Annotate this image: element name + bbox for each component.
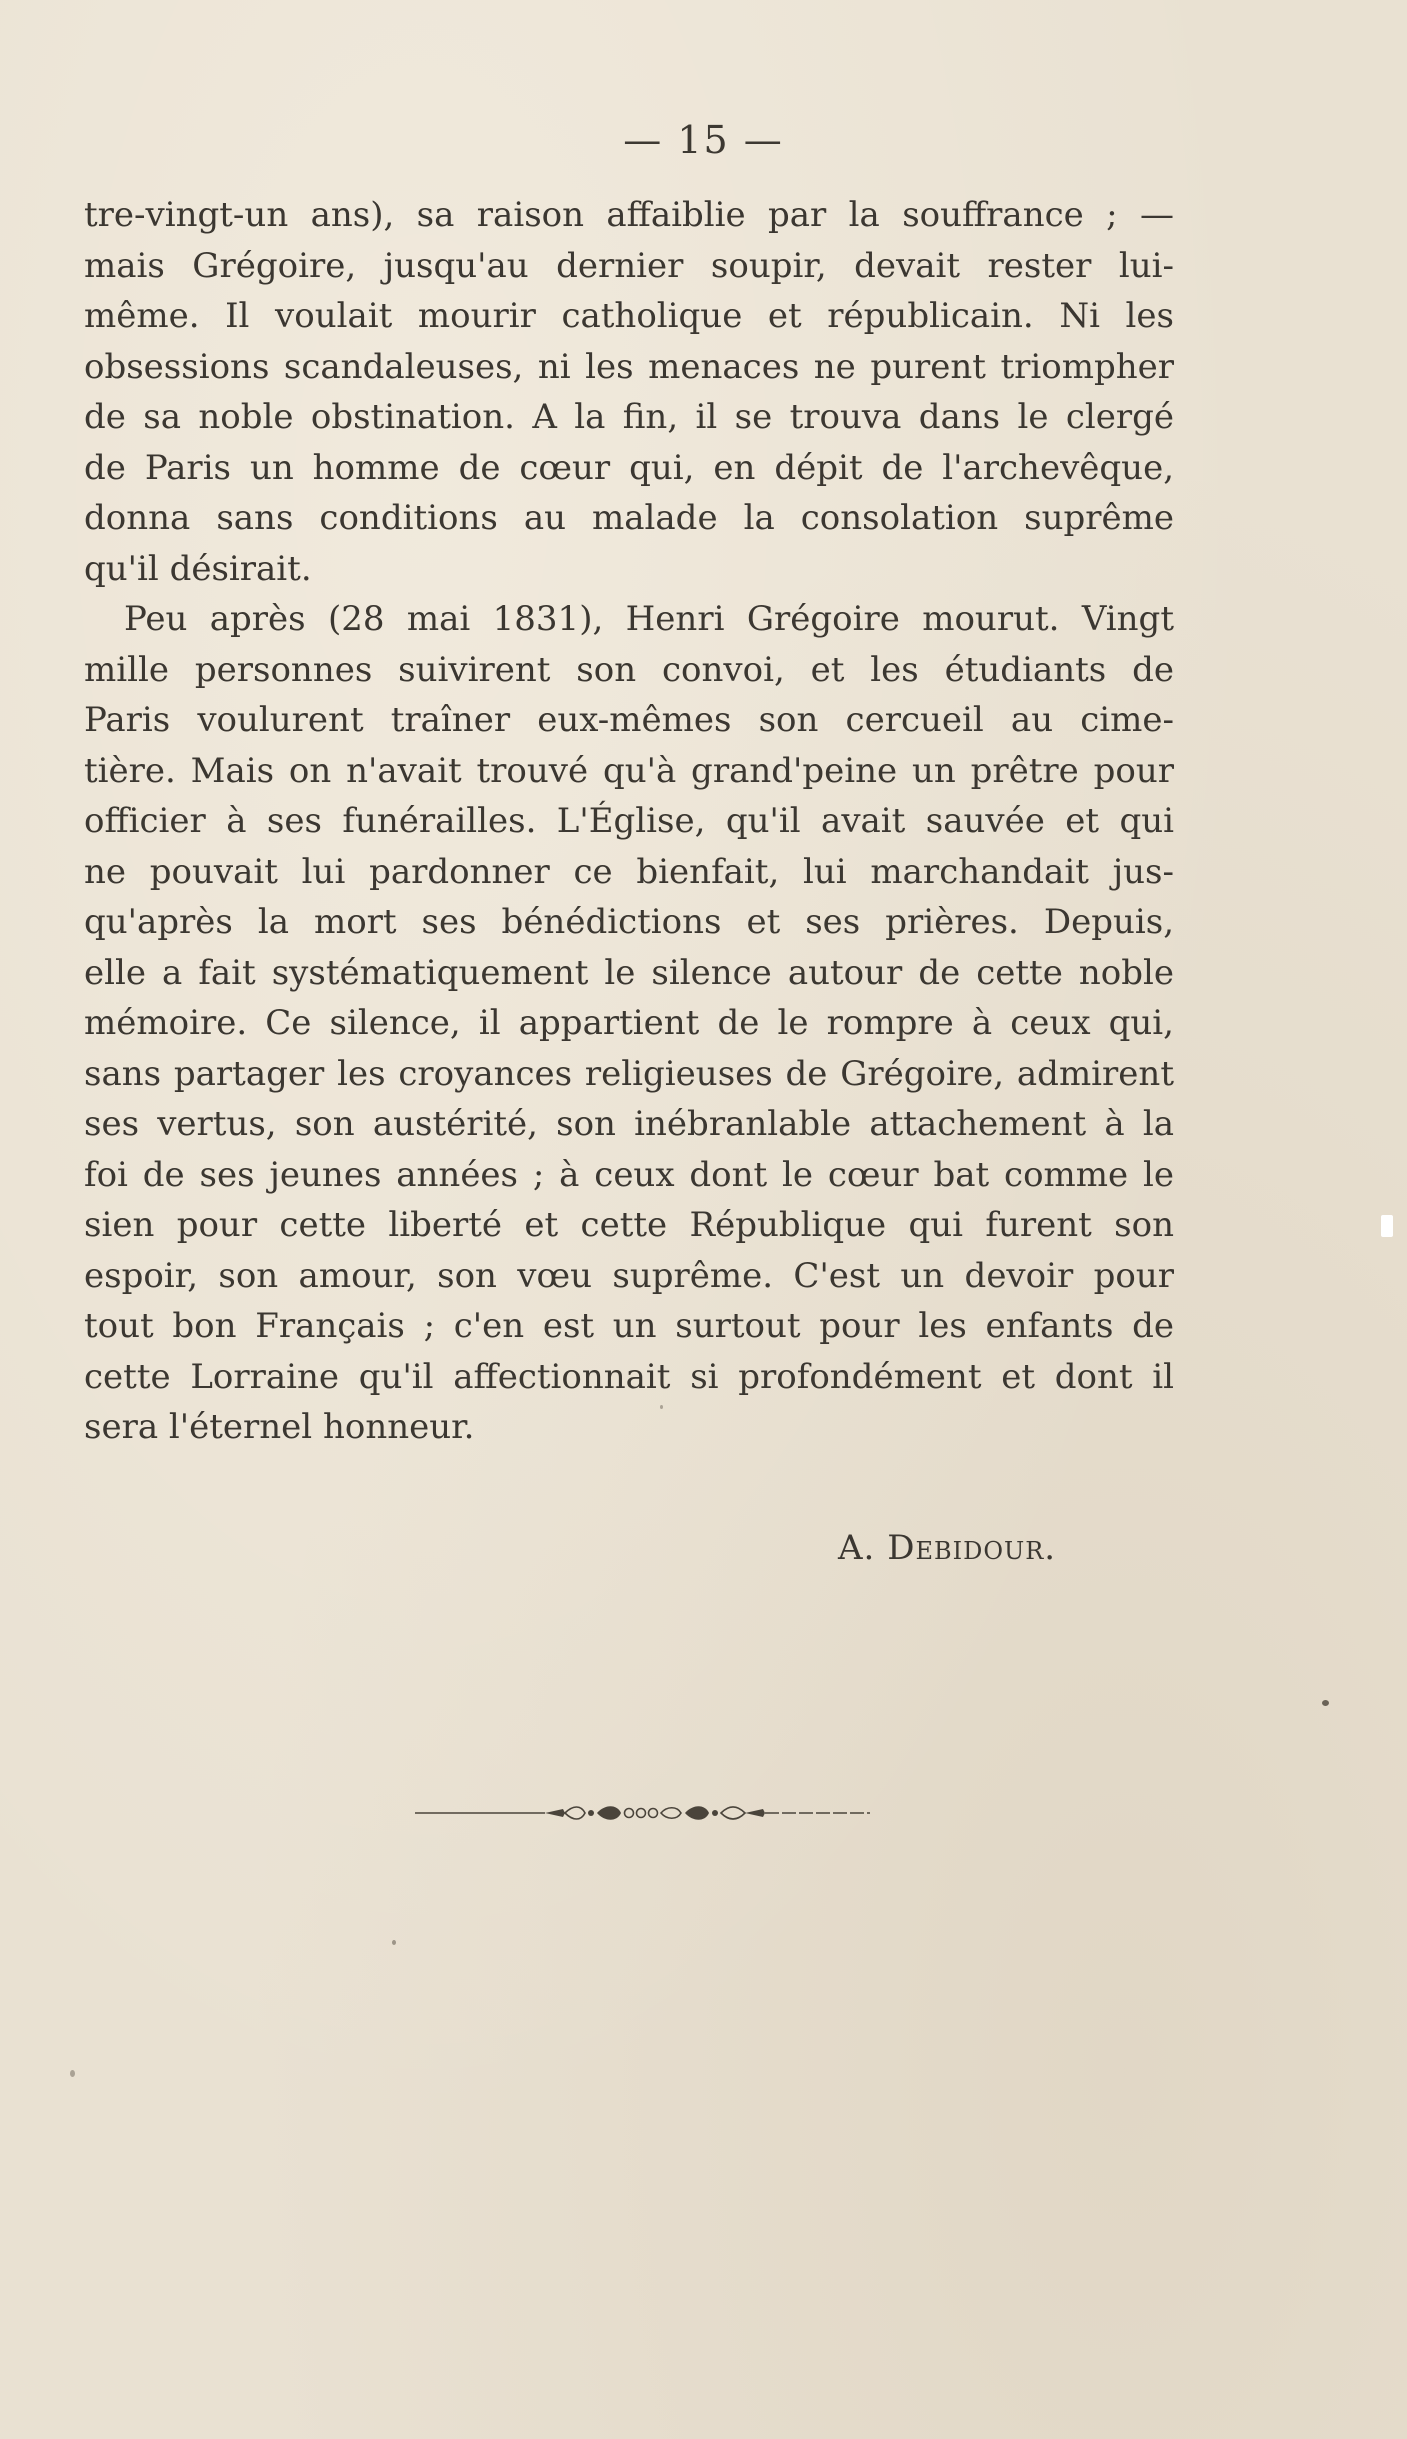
- text-line: espoir, son amour, son vœu suprême. C'est un devoir pour: [84, 1255, 1174, 1296]
- text-line: mémoire. Ce silence, il appartient de le rompre à ceux qui,: [84, 1003, 1174, 1043]
- author-signature: [838, 1528, 1056, 1568]
- text-line: ses vertus, son austérité, son inébranlable attachement à la: [84, 1104, 1174, 1144]
- text-line: tout bon Français ; c'en est un surtout pour les enfants de: [84, 1306, 1174, 1346]
- paragraph-2: [84, 594, 1174, 1453]
- text-line: foi de ses jeunes années ; à ceux dont le cœur bat comme le: [84, 1154, 1174, 1195]
- author-surname: Debidour.: [887, 1528, 1057, 1568]
- text-line: qu'après la mort ses bénédictions et ses prières. Depuis,: [84, 902, 1174, 942]
- text-line: même. Il voulait mourir catholique et républicain. Ni les: [84, 296, 1174, 336]
- text-line: Paris voulurent traîner eux-mêmes son cercueil au cime-: [84, 700, 1174, 740]
- text-line: Peu après (28 mai 1831), Henri Grégoire mourut. Vingt: [124, 599, 1174, 639]
- fleuron-rule-icon: [415, 1800, 870, 1826]
- text-line: tre-vingt-un ans), sa raison affaiblie par la souffrance ; —: [84, 195, 1174, 235]
- text-line: obsessions scandaleuses, ni les menaces ne purent triompher: [84, 346, 1174, 387]
- page-number: — 15 —: [623, 118, 784, 162]
- paragraph-1: [84, 190, 1174, 594]
- text-line: de Paris un homme de cœur qui, en dépit de l'archevêque,: [84, 447, 1174, 488]
- paper-speck: [392, 1940, 396, 1945]
- text-line: cette Lorraine qu'il affectionnait si profondément et dont il: [84, 1356, 1174, 1397]
- text-line: elle a fait systématiquement le silence autour de cette noble: [84, 952, 1174, 993]
- text-line: mais Grégoire, jusqu'au dernier soupir, devait rester lui-: [84, 245, 1174, 286]
- body-text: [84, 190, 1174, 1453]
- text-line: tière. Mais on n'avait trouvé qu'à grand'peine un prêtre pour: [84, 750, 1174, 791]
- text-line: sans partager les croyances religieuses de Grégoire, admirent: [84, 1053, 1174, 1094]
- text-line: sera l'éternel honneur.: [84, 1407, 475, 1447]
- text-line: qu'il désirait.: [84, 548, 312, 589]
- text-line: ne pouvait lui pardonner ce bienfait, lui marchandait jus-: [84, 851, 1174, 892]
- text-line: mille personnes suivirent son convoi, et les étudiants de: [84, 649, 1174, 690]
- text-line: de sa noble obstination. A la fin, il se trouva dans le clergé: [84, 397, 1174, 437]
- text-line: officier à ses funérailles. L'Église, qu'il avait sauvée et qui: [84, 801, 1174, 841]
- paper-tear: [1381, 1215, 1393, 1237]
- text-line: sien pour cette liberté et cette République qui furent son: [84, 1205, 1174, 1245]
- paper-speck: [660, 1405, 663, 1409]
- text-line: donna sans conditions au malade la consolation suprême: [84, 498, 1174, 538]
- paper-speck: [1322, 1700, 1329, 1706]
- paper-speck: [70, 2070, 75, 2077]
- author-initial: A.: [838, 1528, 876, 1568]
